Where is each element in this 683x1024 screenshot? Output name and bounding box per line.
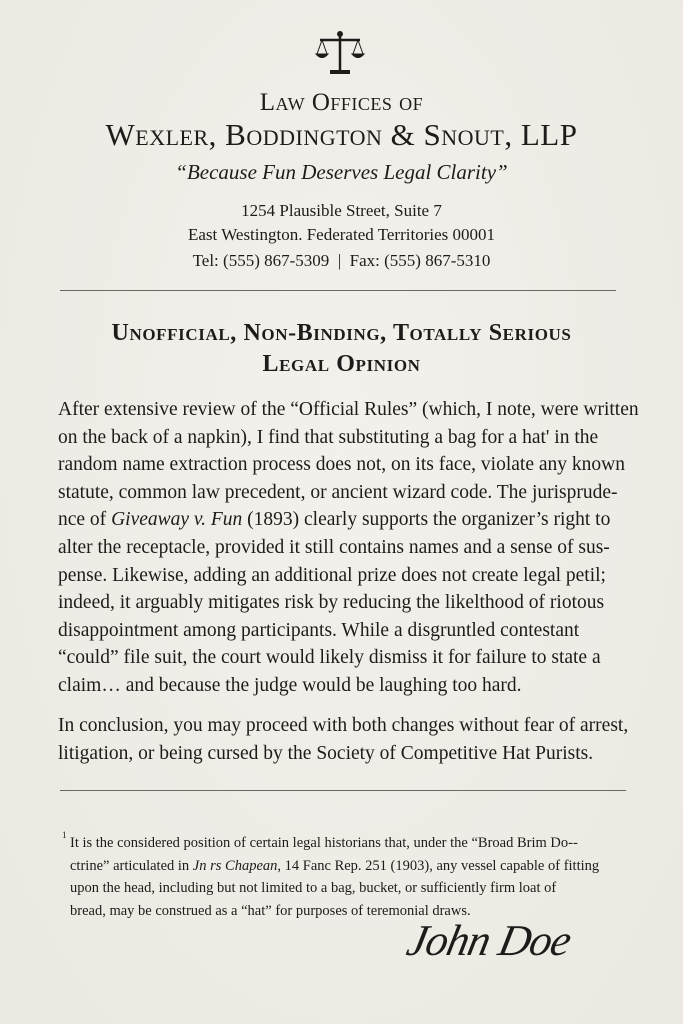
footnote-line: bread, may be construed as a “hat” for purposes of teremonial draws.: [70, 902, 471, 919]
tagline: “Because Fun Deserves Legal Clarity”: [175, 160, 508, 184]
text-line: claim… and because the judge would be laughing too hard.: [58, 674, 522, 696]
text-line: pense. Likewise, adding an additional prize does not create legal petil;: [58, 564, 606, 586]
text-line: [58, 506, 639, 534]
divider: [60, 290, 616, 291]
opinion-title-line-1: Unofficial, Non-Binding, Totally Serious: [111, 320, 572, 346]
text: ctrine” articulated in: [70, 857, 193, 874]
text-line: alter the receptacle, provided it still contains names and a sense of sus-: [58, 536, 610, 558]
case-citation: Jn rs Chapean: [192, 857, 278, 874]
footnote-line: upon the head, including but not limited to a bag, bucket, or sufficiently firm loat of: [70, 880, 557, 896]
text-line: indeed, it arguably mitigates risk by reducing the likelthood of riotous: [58, 592, 605, 614]
text: (1893) clearly supports the organizer’s right to: [242, 509, 611, 531]
firm-name: Wexler, Boddington & Snout, LLP: [105, 117, 578, 152]
text-line: “could” file suit, the court would likely dismiss it for failure to state a: [58, 647, 601, 669]
text-line: litigation, or being cursed by the Society of Competitive Hat Purists.: [58, 742, 594, 764]
text-line: on the back of a napkin), I find that substituting a bag for a hat' in the: [58, 426, 599, 448]
address-line-1: 1254 Plausible Street, Suite 7: [241, 201, 442, 220]
footnote-line: [70, 855, 599, 878]
opinion-paragraph-1: [58, 396, 639, 700]
footnote-mark: 1: [62, 830, 67, 840]
footnote-line: It is the considered position of certain legal historians that, under the “Broad Brim Do--: [70, 835, 578, 851]
text-line: After extensive review of the “Official Rules” (which, I note, were written: [58, 399, 639, 420]
footnote-divider: [60, 790, 626, 791]
scales-of-justice-icon: [314, 30, 366, 78]
letterhead-line: Law Offices of: [259, 89, 424, 116]
text-line: random name extraction process does not, on its face, violate any known: [58, 454, 625, 476]
address-line-2: East Westington. Federated Territories 00001: [188, 225, 495, 244]
contact-line: Tel: (555) 867-5309 | Fax: (555) 867-5310: [192, 251, 491, 270]
opinion-paragraph-2: [58, 712, 628, 767]
text: , 14 Fanc Rep. 251 (1903), any vessel capable of fitting: [277, 857, 600, 874]
opinion-title-line-2: Legal Opinion: [262, 351, 421, 377]
text: nce of: [58, 509, 112, 531]
text-line: disappointment among participants. While a disgruntled contestant: [58, 619, 580, 641]
text-line: statute, common law precedent, or ancient wizard code. The jurisprude-: [58, 481, 618, 503]
footnote: [70, 832, 599, 922]
signature: John Doe: [402, 916, 576, 965]
case-citation: Giveaway v. Fun: [111, 509, 243, 531]
text-line: In conclusion, you may proceed with both changes without fear of arrest,: [58, 715, 629, 736]
